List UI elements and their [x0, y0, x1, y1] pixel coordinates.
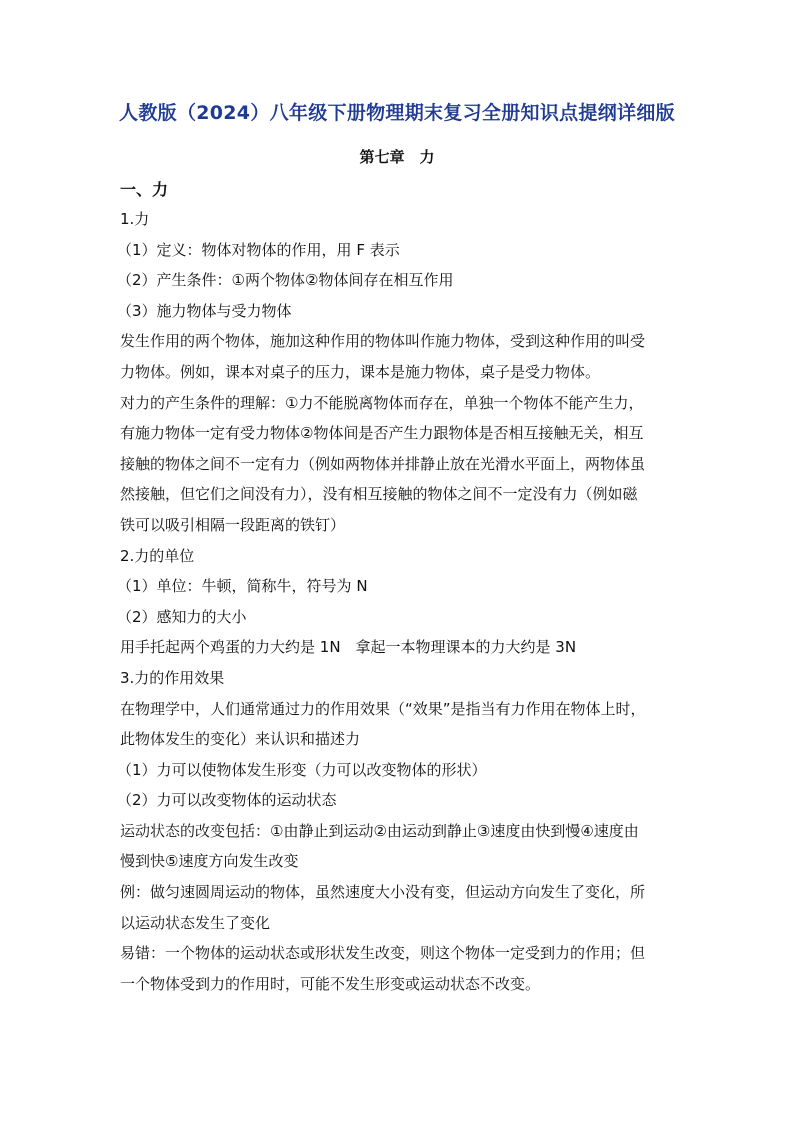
subheading-effect: 3.力的作用效果 — [120, 668, 225, 687]
paragraph-line: （2）感知力的大小 — [117, 607, 247, 626]
paragraph-line: 用手托起两个鸡蛋的力大约是 1N 拿起一本物理课本的力大约是 3N — [120, 638, 577, 657]
paragraph-line: 一个物体受到力的作用时，可能不发生形变或运动状态不改变。 — [120, 974, 541, 993]
paragraph-line: 慢到快⑤速度方向发生改变 — [120, 852, 299, 871]
paragraph-line: 然接触，但它们之间没有力），没有相互接触的物体之间不一定没有力（例如磁 — [120, 485, 638, 504]
paragraph-line: 发生作用的两个物体，施加这种作用的物体叫作施力物体，受到这种作用的叫受 — [120, 332, 646, 351]
paragraph-line: 有施力物体一定有受力物体②物体间是否产生力跟物体是否相互接触无关，相互 — [120, 424, 644, 443]
subheading-force: 1.力 — [120, 210, 150, 228]
paragraph-line: （2）产生条件：①两个物体②物体间存在相互作用 — [117, 271, 454, 290]
paragraph-line: 易错：一个物体的运动状态或形状发生改变，则这个物体一定受到力的作用；但 — [120, 944, 646, 963]
paragraph-line: （2）力可以改变物体的运动状态 — [117, 791, 337, 810]
paragraph-line: 此物体发生的变化）来认识和描述力 — [120, 730, 361, 749]
paragraph-line: 接触的物体之间不一定有力（例如两物体并排静止放在光滑水平面上，两物体虽 — [120, 454, 646, 473]
paragraph-line: 以运动状态发生了变化 — [120, 913, 271, 932]
paragraph-line: 例：做匀速圆周运动的物体，虽然速度大小没有变，但运动方向发生了变化，所 — [120, 883, 646, 902]
section-heading: 一、力 — [120, 180, 169, 199]
subheading-unit: 2.力的单位 — [120, 546, 195, 565]
paragraph-line: 力物体。例如，课本对桌子的压力，课本是施力物体，桌子是受力物体。 — [120, 362, 601, 381]
paragraph-line: 铁可以吸引相隔一段距离的铁钉） — [120, 515, 346, 534]
paragraph-line: 运动状态的改变包括：①由静止到运动②由运动到静止③速度由快到慢④速度由 — [120, 821, 639, 840]
paragraph-line: 在物理学中，人们通常通过力的作用效果（“效果”是指当有力作用在物体上时， — [120, 699, 646, 718]
document-body — [117, 204, 680, 999]
paragraph-line: （1）定义：物体对物体的作用，用 F 表示 — [117, 240, 400, 259]
paragraph-line: （1）力可以使物体发生形变（力可以改变物体的形状） — [117, 760, 487, 779]
paragraph-line: （1）单位：牛顿，简称牛，符号为 N — [117, 577, 368, 596]
chapter-heading: 第七章 力 — [359, 148, 435, 166]
paragraph-line: 对力的产生条件的理解：①力不能脱离物体而存在，单独一个物体不能产生力， — [120, 393, 644, 412]
document-title: 人教版（2024）八年级下册物理期末复习全册知识点提纲详细版 — [119, 102, 675, 124]
paragraph-line: （3）施力物体与受力物体 — [117, 301, 292, 320]
